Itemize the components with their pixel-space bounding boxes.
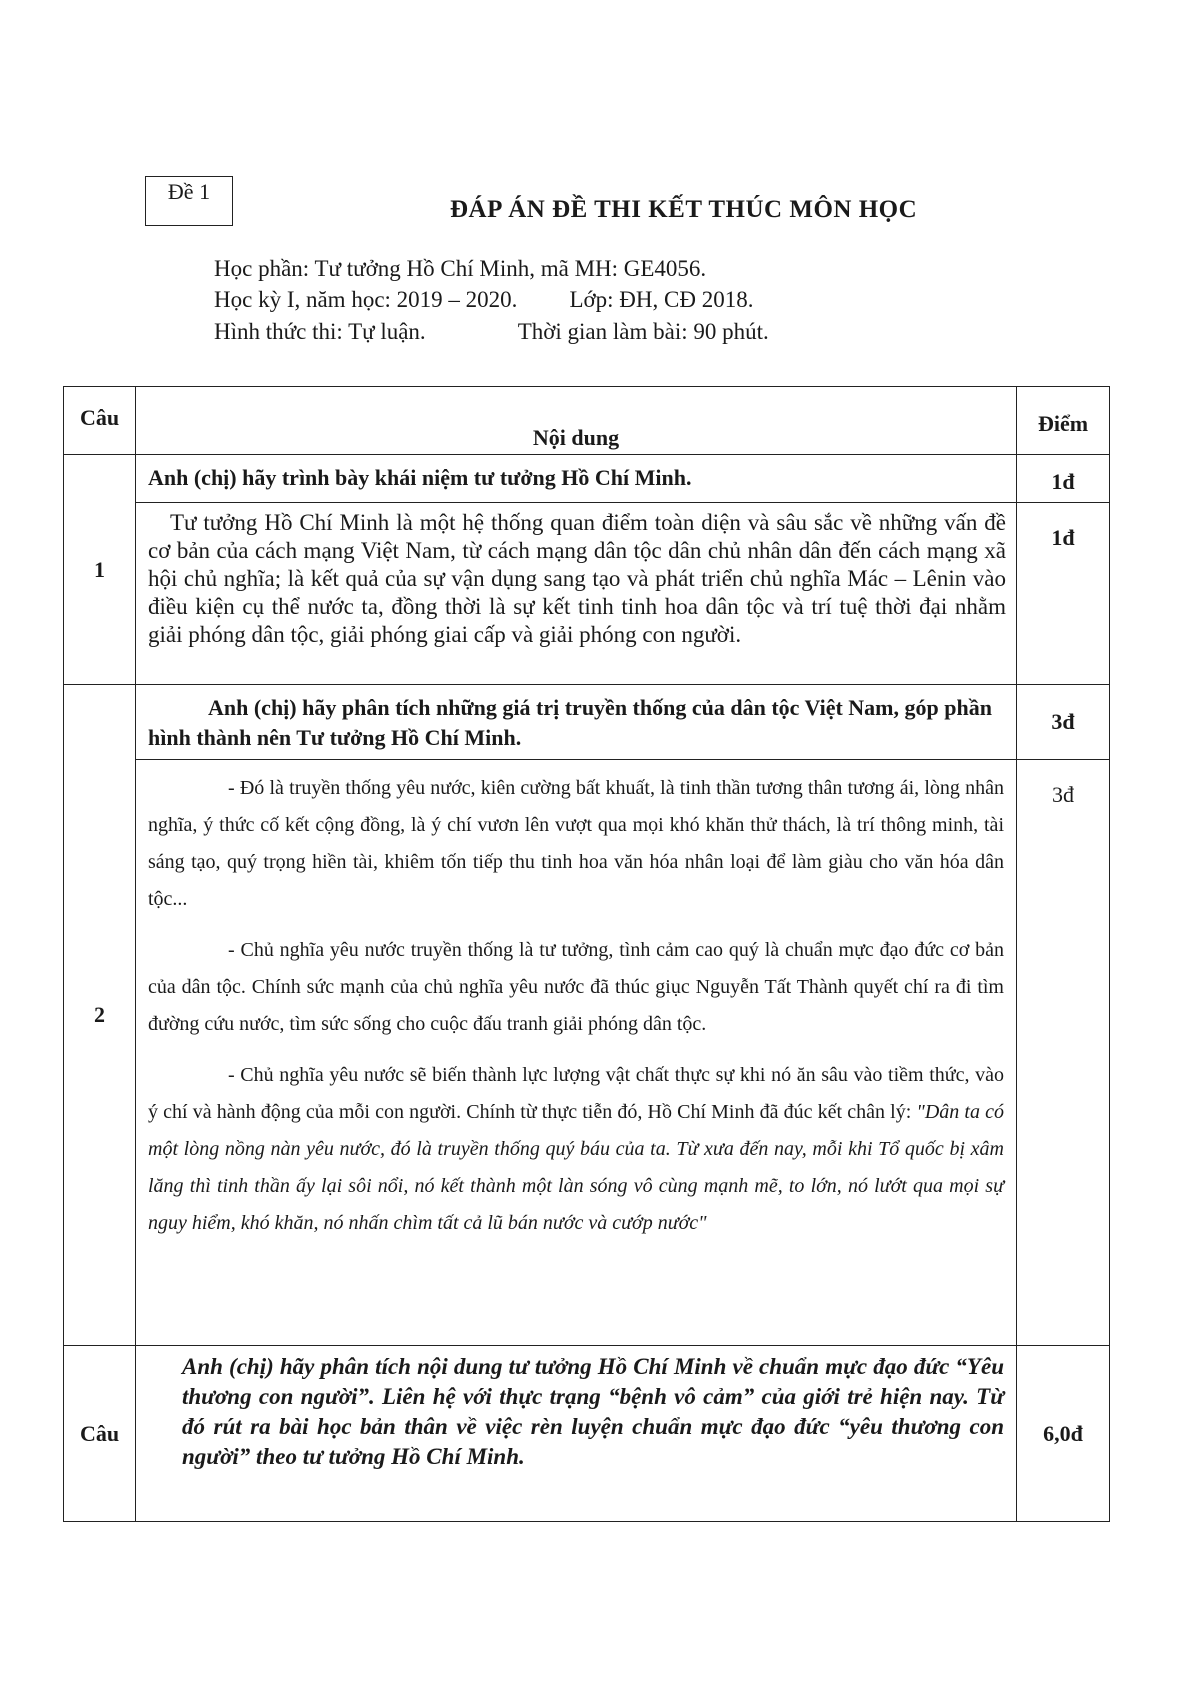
q2-answer-score: 3đ: [1017, 760, 1110, 1346]
exam-version-box: [145, 176, 233, 226]
meta-hoc-phan: Học phần: Tư tưởng Hồ Chí Minh, mã MH: GE4056.: [214, 256, 707, 281]
answer-table: [63, 386, 1110, 1522]
q3-question: Anh (chị) hãy phân tích nội dung tư tưởng Hồ Chí Minh về chuẩn mực đạo đức “Yêu thương con người”. Liên hệ với thực trạng “bệnh vô cảm” của giới trẻ hiện nay. Từ đó rút ra bài học bản thân về việc rèn luyện chuẩn mực đạo đức “yêu thương con người” theo tư tưởng Hồ Chí Minh.: [136, 1346, 1017, 1522]
meta-thoi-gian: Thời gian làm bài: 90 phút.: [517, 319, 769, 344]
q2-paragraph-2: - Chủ nghĩa yêu nước truyền thống là tư tưởng, tình cảm cao quý là chuẩn mực đạo đức cơ bản của dân tộc. Chính sức mạnh của chủ nghĩa yêu nước đã thúc giục Nguyễn Tất Thành quyết chí ra đi tìm đường cứu nước, tìm sức sống cho cuộc đấu tranh giải phóng dân tộc.: [148, 939, 1004, 1035]
header-cau: Câu: [64, 387, 136, 455]
q2-quote: "Dân ta có một lòng nồng nàn yêu nước, đó là truyền thống quý báu của ta. Từ xưa đến nay, mỗi khi Tổ quốc bị xâm lăng thì tinh thần ấy lại sôi nổi, nó kết thành một làn sóng vô cùng mạnh mẽ, to lớn, nó lướt qua mọi sự nguy hiểm, khó khăn, nó nhấn chìm tất cả lũ bán nước và cướp nước": [148, 1101, 1004, 1234]
header-diem: Điểm: [1017, 387, 1110, 455]
q2-question-row: [64, 685, 1110, 760]
q3-row: [64, 1346, 1110, 1522]
q1-answer: Tư tưởng Hồ Chí Minh là một hệ thống quan điểm toàn diện và sâu sắc về những vấn đề cơ bản của cách mạng Việt Nam, từ cách mạng dân tộc dân chủ nhân dân đến cách mạng xã hội chủ nghĩa; là kết quả của sự vận dụng sang tạo và phát triển chủ nghĩa Mác – Lênin vào điều kiện cụ thể nước ta, đồng thời là sự kết tinh tinh hoa dân tộc và trí tuệ thời đại nhằm giải phóng dân tộc, giải phóng giai cấp và giải phóng con người.: [136, 503, 1017, 685]
q2-number: 2: [64, 685, 136, 1346]
q1-number: 1: [64, 455, 136, 685]
q1-question-score: 1đ: [1017, 455, 1110, 503]
meta-hinh-thuc: Hình thức thi: Tự luận.: [214, 319, 426, 344]
q2-paragraph-3: [148, 1057, 1004, 1242]
meta-semester-line: [214, 287, 753, 313]
exam-version-label: Đề 1: [167, 179, 211, 204]
q1-answer-score: 1đ: [1017, 503, 1110, 685]
q1-question: Anh (chị) hãy trình bày khái niệm tư tưởng Hồ Chí Minh.: [136, 455, 1017, 503]
meta-course: [214, 256, 706, 282]
q1-answer-row: [64, 503, 1110, 685]
meta-hoc-ky: Học kỳ I, năm học: 2019 – 2020.: [214, 287, 518, 312]
q3-score: 6,0đ: [1017, 1346, 1110, 1522]
q2-answer: [136, 760, 1017, 1346]
q2-paragraph-3-text: - Chủ nghĩa yêu nước sẽ biến thành lực lượng vật chất thực sự khi nó ăn sâu vào tiềm thức, vào ý chí và hành động của mỗi con người. Chính từ thực tiễn đó, Hồ Chí Minh đã đúc kết chân lý:: [148, 1064, 1004, 1123]
q2-question-score: 3đ: [1017, 685, 1110, 760]
document-title: ĐÁP ÁN ĐỀ THI KẾT THÚC MÔN HỌC: [450, 196, 918, 223]
q2-question: Anh (chị) hãy phân tích những giá trị truyền thống của dân tộc Việt Nam, góp phần hình thành nên Tư tưởng Hồ Chí Minh.: [136, 685, 1017, 760]
header-row: [64, 387, 1110, 455]
q1-question-row: [64, 455, 1110, 503]
meta-exam-line: [214, 319, 769, 345]
q2-answer-row: [64, 760, 1110, 1346]
meta-lop: Lớp: ĐH, CĐ 2018.: [569, 287, 754, 312]
q3-label: Câu: [64, 1346, 136, 1522]
q2-paragraph-1: - Đó là truyền thống yêu nước, kiên cường bất khuất, là tinh thần tương thân tương ái, lòng nhân nghĩa, ý thức cố kết cộng đồng, là ý chí vươn lên vượt qua mọi khó khăn thử thách, là trí thông minh, tài sáng tạo, quý trọng hiền tài, khiêm tốn tiếp thu tinh hoa văn hóa nhân loại để làm giàu cho văn hóa dân tộc...: [148, 777, 1004, 910]
header-noi-dung: Nội dung: [136, 387, 1017, 455]
